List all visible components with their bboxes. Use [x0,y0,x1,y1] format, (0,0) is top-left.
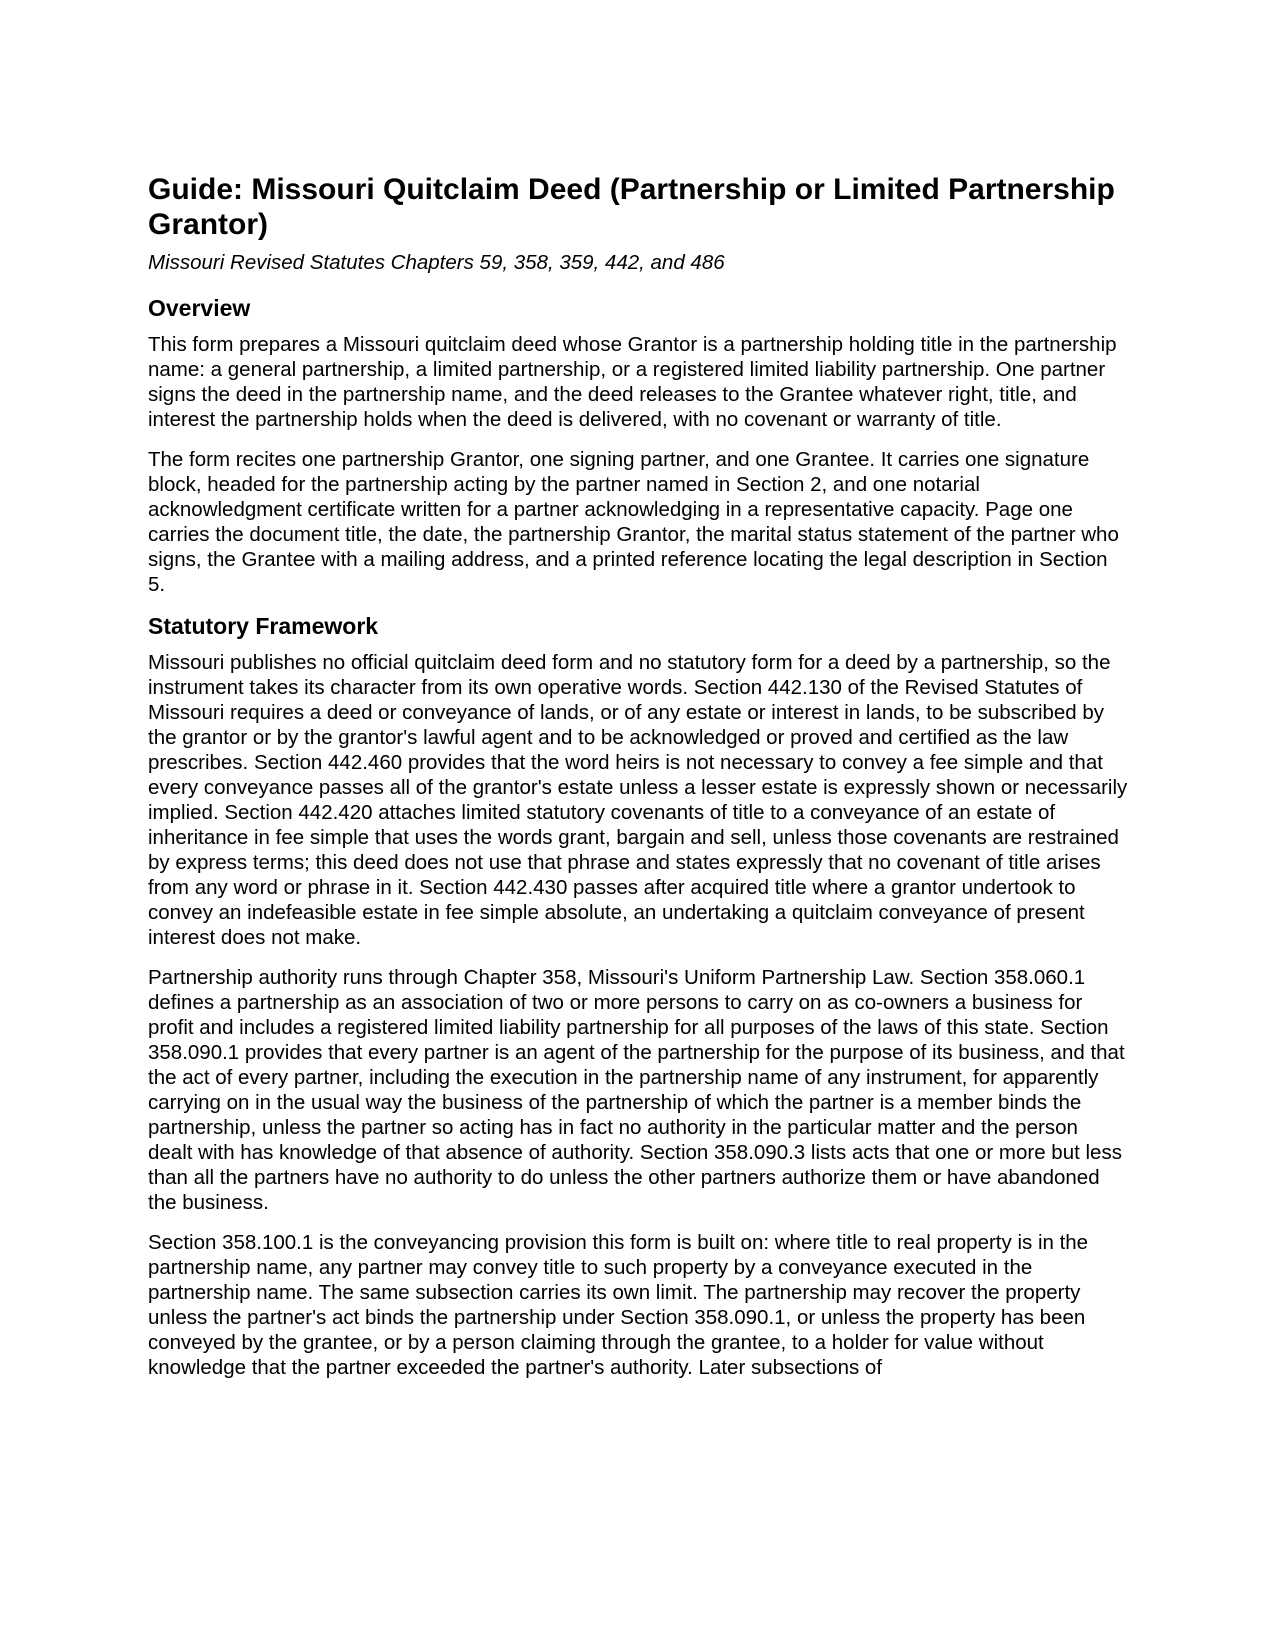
statutory-paragraph-1: Missouri publishes no official quitclaim deed form and no statutory form for a deed by a partnership, so the instrument takes its character from its own operative words. Section 442.130 of the Revised Statutes of Missouri requires a deed or conveyance of lands, or of any estate or interest in lands, to be subscribed by the grantor or by the grantor's lawful agent and to be acknowledged or proved and certified as the law prescribes. Section 442.460 provides that the word heirs is not necessary to convey a fee simple and that every conveyance passes all of the grantor's estate unless a lesser estate is expressly shown or necessarily implied. Section 442.420 attaches limited statutory covenants of title to a conveyance of an estate of inheritance in fee simple that uses the words grant, bargain and sell, unless those covenants are restrained by express terms; this deed does not use that phrase and states expressly that no covenant of title arises from any word or phrase in it. Section 442.430 passes after acquired title where a grantor undertook to convey an indefeasible estate in fee simple absolute, an undertaking a quitclaim conveyance of present interest does not make. [148,651,1128,949]
statutory-paragraph-3: Section 358.100.1 is the conveyancing provision this form is built on: where title to real property is in the partnership name, any partner may convey title to such property by a conveyance executed in the partnership name. The same subsection carries its own limit. The partnership may recover the property unless the partner's act binds the partnership under Section 358.090.1, or unless the property has been conveyed by the grantee, or by a person claiming through the grantee, to a holder for value without knowledge that the partner exceeded the partner's authority. Later subsections of [148,1231,1089,1379]
section-heading-overview: Overview [148,295,251,321]
section-statutory-framework [148,612,1128,1380]
document-subtitle: Missouri Revised Statutes Chapters 59, 358, 359, 442, and 486 [148,251,725,274]
document-page [148,172,1128,1395]
overview-paragraph-1: This form prepares a Missouri quitclaim deed whose Grantor is a partnership holding title in the partnership name: a general partnership, a limited partnership, or a registered limited liability partnership. One partner signs the deed in the partnership name, and the deed releases to the Grantee whatever right, title, and interest the partnership holds when the deed is delivered, with no covenant or warranty of title. [148,333,1117,431]
statutory-paragraph-2: Partnership authority runs through Chapter 358, Missouri's Uniform Partnership Law. Section 358.060.1 defines a partnership as an association of two or more persons to carry on as co-owners a business for profit and includes a registered limited liability partnership for all purposes of the laws of this state. Section 358.090.1 provides that every partner is an agent of the partnership for the purpose of its business, and that the act of every partner, including the execution in the partnership name of any instrument, for apparently carrying on in the usual way the business of the partnership of which the partner is a member binds the partnership, unless the partner so acting has in fact no authority in the particular matter and the person dealt with has knowledge of that absence of authority. Section 358.090.3 lists acts that one or more but less than all the partners have no authority to do unless the other partners authorize them or have abandoned the business. [148,966,1125,1214]
document-title: Guide: Missouri Quitclaim Deed (Partnership or Limited Partnership Grantor) [148,173,1115,241]
section-heading-statutory-framework: Statutory Framework [148,613,379,639]
section-overview [148,294,1128,597]
overview-paragraph-2: The form recites one partnership Grantor, one signing partner, and one Grantee. It carries one signature block, headed for the partnership acting by the partner named in Section 2, and one notarial acknowledgment certificate written for a partner acknowledging in a representative capacity. Page one carries the document title, the date, the partnership Grantor, the marital status statement of the partner who signs, the Grantee with a mailing address, and a printed reference locating the legal description in Section 5. [148,448,1119,596]
